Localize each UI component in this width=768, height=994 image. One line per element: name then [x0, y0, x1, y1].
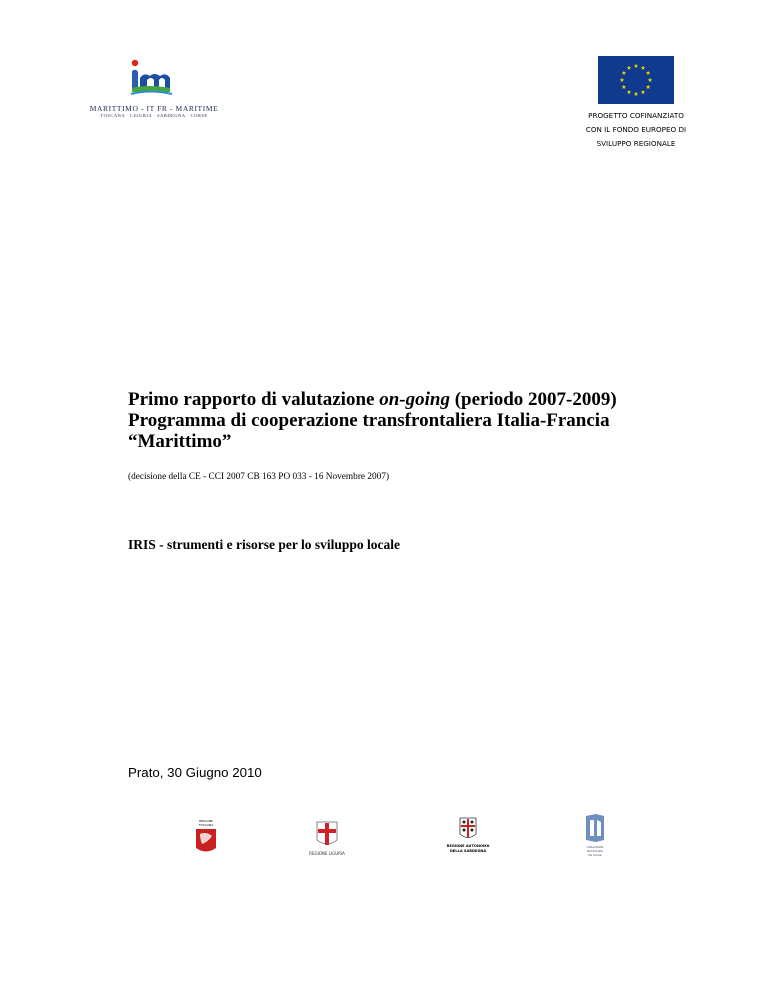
eu-star-icon: [648, 78, 653, 82]
svg-text:REGIONE LIGURIA: REGIONE LIGURIA: [309, 851, 345, 856]
svg-text:Collectivité: Collectivité: [586, 845, 604, 849]
eu-caption-line3: SVILUPPO REGIONALE: [596, 139, 676, 148]
decision-reference: (decisione della CE - CCI 2007 CB 163 PO 033 - 16 Novembre 2007): [128, 472, 390, 482]
eu-star-icon: [620, 78, 625, 82]
svg-text:REGIONE: REGIONE: [199, 819, 213, 823]
document-title-line2: Programma di cooperazione transfrontaliera Italia-Francia: [128, 410, 610, 431]
document-title-line3: “Marittimo”: [128, 431, 232, 452]
title-italic-term: on-going: [379, 389, 450, 410]
eu-flag-icon: [598, 56, 674, 104]
eu-caption-line1: PROGETTO COFINANZIATO: [588, 111, 684, 120]
place-date: Prato, 30 Giugno 2010: [128, 765, 262, 780]
svg-text:DELLA SARDEGNA: DELLA SARDEGNA: [449, 849, 487, 853]
svg-text:de Corse: de Corse: [588, 853, 602, 857]
eu-star-icon: [634, 92, 639, 96]
eu-star-icon: [622, 85, 627, 89]
eu-caption-line2: CON IL FONDO EUROPEO DI: [585, 125, 687, 134]
eu-star-icon: [641, 65, 646, 69]
eu-star-icon: [622, 71, 627, 75]
document-title-line1: Primo rapporto di valutazione on-going (periodo 2007-2009): [128, 389, 617, 410]
eu-star-icon: [641, 90, 646, 94]
eu-star-icon: [627, 65, 632, 69]
collectivite-corse-logo-icon: [580, 812, 610, 860]
eu-star-icon: [646, 71, 651, 75]
marittimo-im-logo-icon: [128, 58, 174, 104]
eu-star-icon: [646, 85, 651, 89]
program-logo-regions: TOSCANA · LIGURIA · SARDEGNA · CORSE: [100, 113, 208, 118]
svg-text:REGIONE AUTONOMA: REGIONE AUTONOMA: [446, 844, 490, 848]
regione-liguria-logo-icon: [304, 820, 350, 858]
svg-text:TOSCANA: TOSCANA: [198, 823, 214, 827]
program-logo-name: MARITTIMO - IT FR - MARITIME: [89, 104, 219, 113]
author-organization: IRIS - strumenti e risorse per lo sviluppo locale: [128, 537, 400, 552]
eu-star-icon: [634, 64, 639, 68]
svg-text:Territoriale: Territoriale: [586, 849, 604, 853]
eu-star-icon: [627, 90, 632, 94]
regione-sardegna-logo-icon: [440, 816, 496, 856]
regione-toscana-logo-icon: [194, 818, 218, 856]
